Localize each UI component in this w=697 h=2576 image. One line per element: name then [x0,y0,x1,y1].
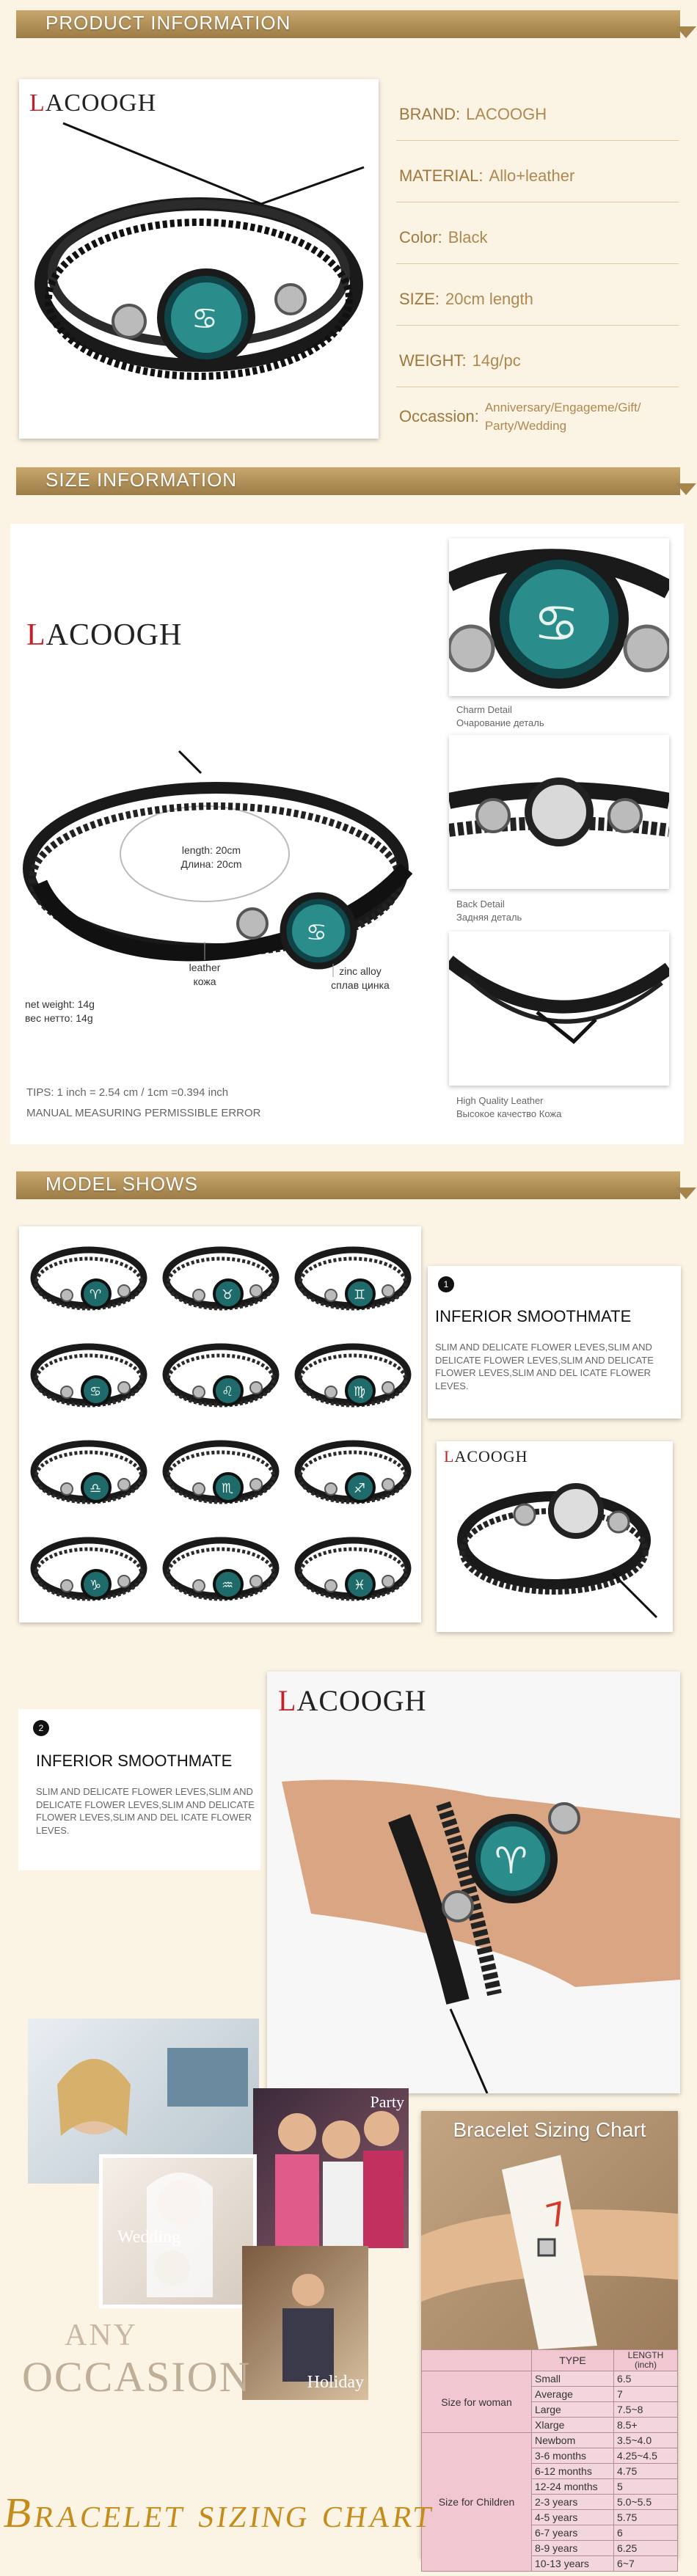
length-cell: 5 [614,2479,678,2495]
wedding-photo [99,2154,257,2308]
leather-detail-photo [449,932,669,1086]
table-header-row [422,2350,678,2371]
section-banner-product-info [16,10,680,38]
feature-title: INFERIOR SMOOTHMATE [36,1752,233,1770]
zodiac-bracelet [166,1443,276,1502]
sizing-chart [421,2111,678,2570]
feature-card-2 [18,1709,260,1870]
net-weight-label: net weight: 14g вес нетто: 14g [25,998,95,1024]
section-banner-size-info [16,467,680,495]
group-label: Size for woman [422,2371,532,2433]
spec-color: Color: Black [396,211,679,264]
zodiac-bracelet [34,1540,144,1599]
zodiac-bracelet [298,1443,408,1502]
svg-text:♋: ♋ [533,593,580,654]
type-cell: Xlarge [532,2418,614,2433]
charm-detail-image [449,538,669,696]
banner-arrow-icon [676,1188,696,1199]
sizing-table [421,2349,678,2572]
table-header: TYPE [532,2350,614,2371]
svg-text:♐: ♐ [354,1481,366,1496]
zodiac-bracelet [166,1250,276,1309]
length-cell: 3.5~4.0 [614,2433,678,2448]
type-cell: 6-7 years [532,2525,614,2541]
length-cell: 6.25 [614,2541,678,2556]
type-cell: Average [532,2387,614,2402]
section-title: SIZE INFORMATION [45,469,238,491]
svg-text:♏: ♏ [222,1481,234,1496]
feature-number-badge: 2 [33,1720,49,1736]
size-info-panel [10,524,684,1144]
length-cell: 5.75 [614,2510,678,2525]
product-photo-card [19,79,379,439]
spec-weight: WEIGHT: 14g/pc [396,334,679,387]
brand-logo: LACOOGH [26,618,183,652]
zodiac-bracelet [34,1347,144,1405]
section-title: MODEL SHOWS [45,1173,198,1195]
brand-logo: LACOOGH [278,1684,427,1717]
zodiac-bracelet [298,1540,408,1599]
table-row [422,2433,678,2448]
group-label: Size for Children [422,2433,532,2572]
table-header: LENGTH (inch) [614,2350,678,2371]
svg-text:7: 7 [541,2195,572,2236]
svg-text:♒: ♒ [222,1578,234,1593]
sizing-chart-title: Bracelet Sizing Chart [453,2118,646,2141]
zodiac-grid-photo [19,1226,421,1622]
product-specs [396,88,679,433]
svg-text:♋: ♋ [191,302,218,336]
length-cell: 6 [614,2525,678,2541]
tape-measure-image [421,2111,678,2349]
length-cell: 7 [614,2387,678,2402]
svg-text:♈: ♈ [495,1840,528,1882]
type-cell: 8-9 years [532,2541,614,2556]
svg-text:♌: ♌ [222,1384,234,1399]
party-image [253,2088,409,2248]
back-detail-photo [449,735,669,889]
sizing-chart-photo [421,2111,678,2349]
feature-title: INFERIOR SMOOTHMATE [435,1307,632,1325]
svg-text:♋: ♋ [90,1384,102,1399]
spec-size: SIZE: 20cm length [396,273,679,326]
type-cell: 2-3 years [532,2495,614,2510]
occasion-text: OCCASION [22,2353,252,2401]
any-text: ANY [65,2319,138,2352]
length-cell: 6.5 [614,2371,678,2387]
zodiac-bracelet [34,1250,144,1309]
type-cell: 12-24 months [532,2479,614,2495]
zinc-label: zinc alloy сплав цинка [331,965,390,991]
zodiac-bracelet [166,1347,276,1405]
feature-card-1 [428,1266,681,1419]
section-title: PRODUCT INFORMATION [45,12,291,34]
length-cell: 8.5+ [614,2418,678,2433]
svg-text:♋: ♋ [306,918,327,946]
svg-text:♈: ♈ [90,1287,102,1303]
manual-error-text: MANUAL MEASURING PERMISSIBLE ERROR [26,1107,261,1119]
holiday-label: Holiday [307,2373,364,2392]
bracelet-cuff-photo [437,1441,673,1632]
length-cell: 6~7 [614,2556,678,2572]
type-cell: Small [532,2371,614,2387]
type-cell: 6-12 months [532,2464,614,2479]
svg-text:♊: ♊ [354,1287,366,1303]
type-cell: 10-13 years [532,2556,614,2572]
spec-occasion: Occassion: Anniversary/Engageme/Gift/ Party/Wedding [399,400,641,433]
length-cell: 4.25~4.5 [614,2448,678,2464]
party-photo [253,2088,409,2248]
zodiac-grid-image [19,1226,421,1622]
section-banner-model-shows [16,1171,680,1199]
zodiac-bracelet [34,1443,144,1502]
back-detail-image [449,735,669,889]
leather-label: leather кожа [189,962,221,987]
holiday-photo [242,2246,368,2400]
length-label: length: 20cm Длина: 20cm [180,844,242,870]
type-cell: Newbom [532,2433,614,2448]
svg-text:♑: ♑ [90,1578,102,1593]
svg-text:♓: ♓ [354,1578,366,1593]
type-cell: 4-5 years [532,2510,614,2525]
tips-text: TIPS: 1 inch = 2.54 cm / 1cm =0.394 inch [26,1086,229,1099]
zodiac-bracelet [298,1250,408,1309]
charm-detail-caption: Charm Detail Очарование деталь [456,704,544,728]
party-label: Party [370,2093,404,2111]
banner-arrow-icon [676,483,696,495]
length-cell: 4.75 [614,2464,678,2479]
zodiac-bracelet [298,1347,408,1405]
brand-logo: LACOOGH [29,89,157,117]
feature-number-badge: 1 [438,1276,454,1292]
length-cell: 7.5~8 [614,2402,678,2418]
feature-body: SLIM AND DELICATE FLOWER LEVES,SLIM AND DELICATE FLOWER LEVES,SLIM AND DELICATE FLOWER LEVES,SLIM AND DEL ICATE FLOWER LEVES. [36,1786,255,1836]
brand-logo: LACOOGH [444,1447,528,1466]
type-cell: Large [532,2402,614,2418]
feature-body: SLIM AND DELICATE FLOWER LEVES,SLIM AND DELICATE FLOWER LEVES,SLIM AND DELICATE FLOWER LEVES,SLIM AND DEL ICATE FLOWER LEVES. [435,1342,654,1391]
leather-detail-caption: High Quality Leather Высокое качество Кожа [456,1095,562,1119]
svg-text:♉: ♉ [222,1287,234,1303]
wedding-label: Wedding [117,2228,181,2247]
leather-detail-image [449,932,669,1086]
type-cell: 3-6 months [532,2448,614,2464]
length-cell: 5.0~5.5 [614,2495,678,2510]
svg-text:♍: ♍ [354,1384,366,1399]
zodiac-bracelet [166,1540,276,1599]
spec-material: MATERIAL: Allo+leather [396,150,679,202]
bracelet-cuff-image [437,1441,673,1632]
back-detail-caption: Back Detail Задняя деталь [456,899,522,923]
bracelet-image [19,79,379,439]
spec-brand: BRAND: LACOOGH [396,88,679,141]
occasion-collage [22,2019,418,2411]
footer-title: Bracelet sizing chart [1,2489,438,2536]
svg-text:♎: ♎ [90,1481,102,1496]
banner-arrow-icon [676,26,696,38]
charm-detail-photo [449,538,669,696]
table-row [422,2371,678,2387]
